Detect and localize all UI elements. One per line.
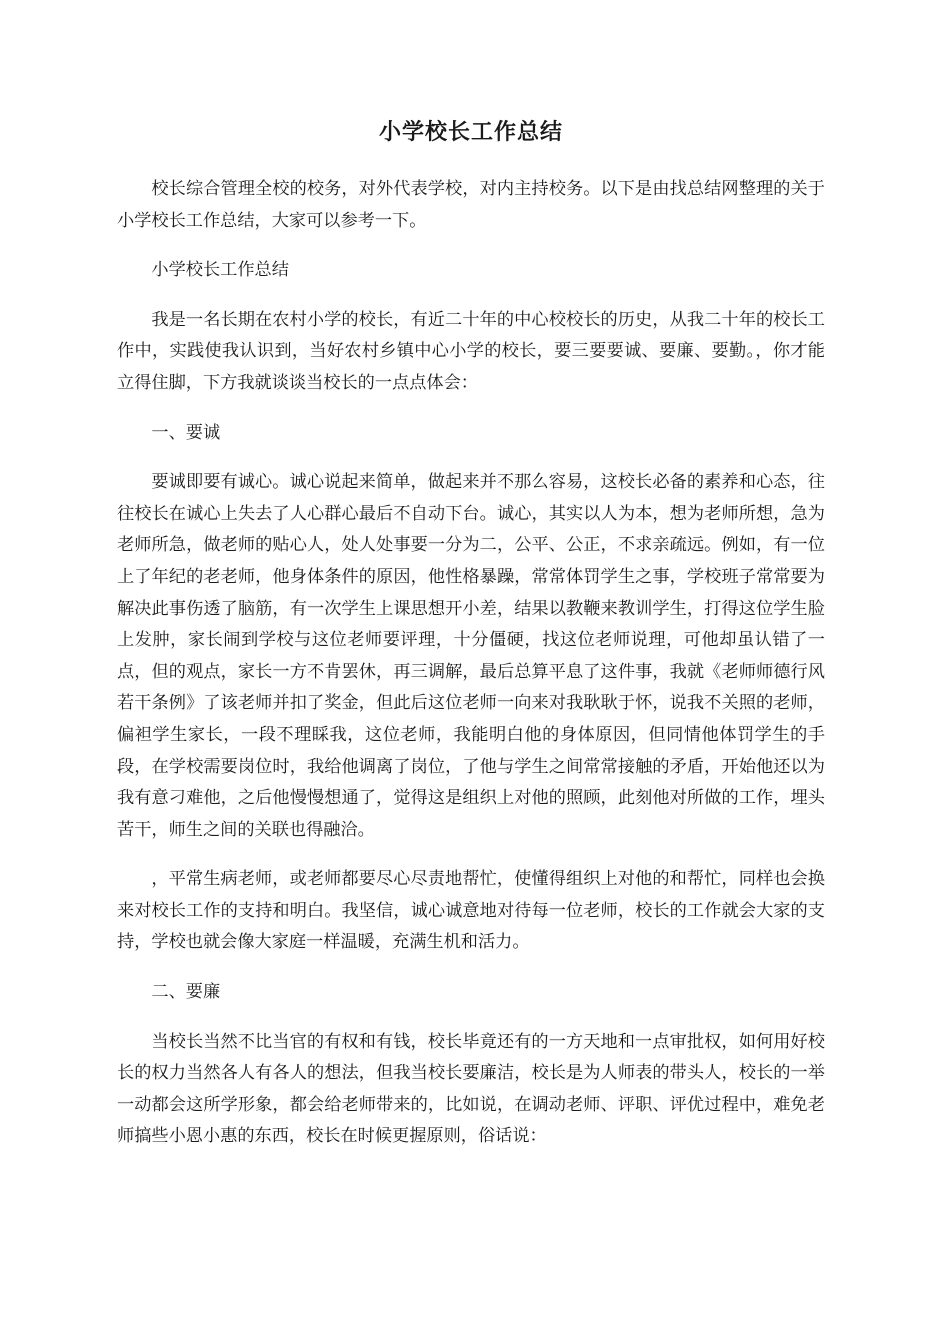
body-paragraph: 我是一名长期在农村小学的校长，有近二十年的中心校校长的历史，从我二十年的校长工作中，实践使我认识到，当好农村乡镇中心小学的校长，要三要要诚、要廉、要勤。，你才能立得住脚，下方我就谈谈当校长的一点点体会： bbox=[117, 309, 825, 393]
intro-paragraph: 校长综合管理全校的校务，对外代表学校，对内主持校务。以下是由找总结网整理的关于小学校长工作总结，大家可以参考一下。 bbox=[117, 179, 825, 231]
section-heading-sincerity: 一、要诚 bbox=[151, 422, 221, 443]
section-heading-integrity: 二、要廉 bbox=[151, 982, 221, 1003]
subtitle-heading: 小学校长工作总结 bbox=[151, 260, 289, 281]
body-paragraph: 当校长当然不比当官的有权和有钱，校长毕竟还有的一方天地和一点审批权，如何用好校长的权力当然各人有各人的想法，但我当校长要廉洁，校长是为人师表的带头人，校长的一举一动都会这所学形象，都会给老师带来的，比如说，在调动老师、评职、评优过程中，难免老师搞些小恩小惠的东西，校长在时候更握原则，俗话说： bbox=[117, 1031, 825, 1147]
body-paragraph: 要诚即要有诚心。诚心说起来简单，做起来并不那么容易，这校长必备的素养和心态，往往校长在诚心上失去了人心群心最后不自动下台。诚心，其实以人为本，想为老师所想，急为老师所急，做老师的贴心人，处人处事要一分为二，公平、公正，不求亲疏远。例如，有一位上了年纪的老老师，他身体条件的原因，他性格暴躁，常常体罚学生之事，学校班子常常要为解决此事伤透了脑筋，有一次学生上课思想开小差，结果以教鞭来教训学生，打得这位学生脸上发肿，家长闹到学校与这位老师要评理，十分僵硬，找这位老师说理，可他却虽认错了一点，但的观点，家长一方不肯罢休，再三调解，最后总算平息了这件事，我就《老师师德行风若干条例》了该老师并扣了奖金，但此后这位老师一向来对我耿耿于怀，说我不关照的老师，偏袒学生家长，一段不理睬我，这位老师，我能明白他的身体原因，但同情他体罚学生的手段，在学校需要岗位时，我给他调离了岗位，了他与学生之间常常接触的矛盾，开始他还以为我有意刁难他，之后他慢慢想通了，觉得这是组织上对他的照顾，此刻他对所做的工作，埋头苦干，师生之间的关联也得融洽。 bbox=[117, 472, 825, 840]
document-title: 小学校长工作总结 bbox=[378, 119, 563, 145]
body-paragraph: ，平常生病老师，或老师都要尽心尽责地帮忙，使懂得组织上对他的和帮忙，同样也会换来对校长工作的支持和明白。我坚信，诚心诚意地对待每一位老师，校长的工作就会大家的支持，学校也就会像大家庭一样温暖，充满生机和活力。 bbox=[117, 869, 825, 953]
